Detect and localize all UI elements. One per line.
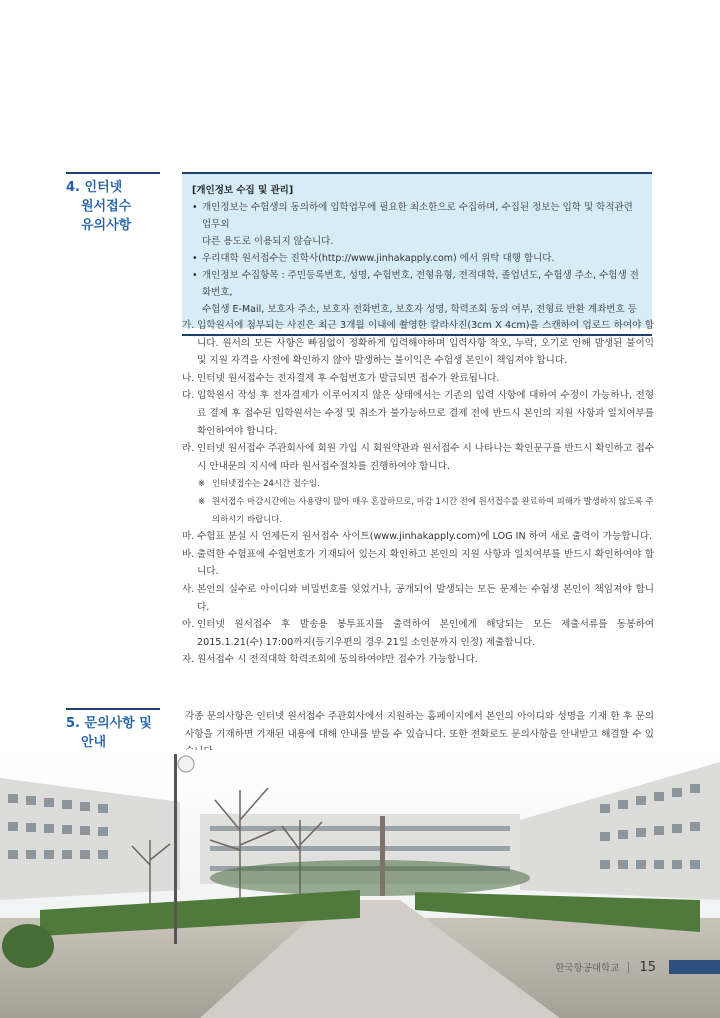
section-5-title <box>66 708 160 752</box>
privacy-bullet-text: 개인정보는 수험생의 동의하에 입학업무에 필요한 최소한으로 수집하며, 수집된 정보는 입학 및 학적관련 업무외 <box>202 202 633 230</box>
privacy-bullet <box>192 267 644 318</box>
privacy-info-box <box>182 172 652 336</box>
list-marker: 다. <box>182 390 195 402</box>
list-item-text: 인터넷 원서접수 후 발송용 봉투표지를 출력하여 본인에게 해당되는 모든 제출서류를 동봉하여 2015.1.21(수) 17:00까지(등기우편의 경우 21일 소인분까지 인정) 제출합니다. <box>197 619 654 648</box>
list-marker: 마. <box>182 531 195 543</box>
list-marker: 바. <box>182 548 195 560</box>
list-item <box>182 440 654 475</box>
page-footer <box>555 958 720 976</box>
page-number: 15 <box>639 959 656 975</box>
bullet-icon: • <box>192 253 198 264</box>
note-marker: ※ <box>198 495 206 506</box>
list-item <box>182 546 654 581</box>
campus-photo <box>0 750 720 1018</box>
notice-list <box>182 317 654 669</box>
list-item <box>182 387 654 440</box>
list-marker: 사. <box>182 583 195 595</box>
note-item <box>182 475 654 493</box>
list-item <box>182 581 654 616</box>
privacy-bullet-text: 개인정보 수집항목 : 주민등록번호, 성명, 수험번호, 전형유형, 전적대학, 졸업년도, 수험생 주소, 수험생 전화번호, <box>202 270 639 298</box>
inquiry-paragraph: 각종 문의사항은 인터넷 원서접수 주관회사에서 지원하는 홈페이지에서 본인의 아이디와 성명을 기재 한 후 문의사항을 기재하면 기재된 내용에 대해 안내를 받을 수 있습니다. 또한 전화로도 문의사항을 안내받고 해결할 수 있 <box>185 711 654 740</box>
note-item <box>182 493 654 528</box>
section-4-title-line: 유의사항 <box>81 218 132 233</box>
note-text: 원서접수 마감시간에는 사용량이 많아 매우 혼잡하므로, 마감 1시간 전에 원서접수를 완료하여 피해가 발생하지 않도록 주의하시기 바랍니다. <box>212 495 654 524</box>
list-item-text: 수험표 분실 시 언제든지 원서접수 사이트(www.jinhakapply.com)에 LOG IN 하여 새로 출력이 가능합니다. <box>197 531 653 543</box>
list-marker: 자. <box>182 654 195 666</box>
section-4-title <box>66 172 160 235</box>
bullet-icon: • <box>192 270 198 281</box>
list-item-text: 입학원서 작성 후 전자결제가 이루어지지 않은 상태에서는 기존의 입력 사항에 대하여 수정이 가능하나, 전형료 결제 후 접수된 입학원서는 수정 및 취소가 불가능하므로 결제 전에 반드시 본인의 지원 사항과 일치여부를 확인하여야 합니다. <box>197 390 654 437</box>
privacy-info-content <box>182 174 652 328</box>
list-item-text: 인터넷 원서접수 주관회사에 회원 가입 시 회원약관과 원서접수 시 나타나는 확인문구를 반드시 확인하고 접수 시 안내문의 지시에 따라 원서접수절차를 진행하여야 합니다. <box>197 443 654 472</box>
section-4-title-line: 원서접수 <box>81 199 132 214</box>
list-marker: 나. <box>182 372 195 384</box>
list-item-text: 본인의 실수로 아이디와 비밀번호를 잊었거나, 공개되어 발생되는 모든 문제는 수험생 본인이 책임져야 합니다. <box>197 583 654 613</box>
list-item-text: 출력한 수험표에 수험번호가 기재되어 있는지 확인하고 본인의 지원 사항과 일치여부를 반드시 확인하여야 합니다. <box>197 548 654 578</box>
note-marker: ※ <box>198 478 206 489</box>
list-marker: 라. <box>182 443 195 455</box>
note-text: 인터넷접수는 24시간 접수임. <box>212 478 320 489</box>
privacy-bullet-text: 우리대학 원서접수는 진학사(http://www.jinhakapply.com) 에서 위탁 대행 합니다. <box>202 253 555 264</box>
list-item <box>182 370 654 388</box>
list-marker: 아. <box>182 619 195 631</box>
section-5-title-line: 안내 <box>81 735 107 750</box>
list-item <box>182 616 654 651</box>
list-item <box>182 528 654 546</box>
list-item-text: 입학원서에 첨부되는 사진은 최근 3개월 이내에 촬영한 칼라사진(3cm X 4cm)을 스캔하여 업로드 하여야 합니다. 원서의 모든 사항은 빠짐없이 정확하게 입력해야하며 입력사항 착오, 누락, 오기로 인해 발생된 불이익 및 지원 자격을 사전에 확인하지 않아 발생하는 불이익은 수험생 본인이 책임져야 합니다. <box>197 320 654 367</box>
list-item-text: 원서접수 시 전적대학 학력조회에 동의하여야만 접수가 가능합니다. <box>197 654 478 666</box>
list-item <box>182 651 654 669</box>
school-name: 한국항공대학교 <box>555 963 620 974</box>
section-4-title-line: 4. 인터넷 <box>66 180 123 195</box>
list-item-text: 인터넷 원서접수는 전자결제 후 수험번호가 발급되면 접수가 완료됩니다. <box>197 372 500 384</box>
privacy-bullet <box>192 250 644 267</box>
bullet-icon: • <box>192 202 198 213</box>
list-item <box>182 317 654 370</box>
list-marker: 가. <box>182 320 195 331</box>
privacy-bullet-text: 다른 용도로 이용되지 않습니다. <box>202 236 334 247</box>
section-5-title-line: 5. 문의사항 및 <box>66 716 152 731</box>
privacy-heading: [개인정보 수집 및 관리] <box>192 185 294 196</box>
footer-separator <box>628 962 629 973</box>
privacy-bullet <box>192 199 644 250</box>
footer-accent-bar <box>669 960 720 974</box>
privacy-bullet-text: 수험생 E-Mail, 보호자 주소, 보호자 전화번호, 보호자 성명, 학력조회 동의 여부, 전형료 반환 계좌번호 등 <box>202 304 637 315</box>
